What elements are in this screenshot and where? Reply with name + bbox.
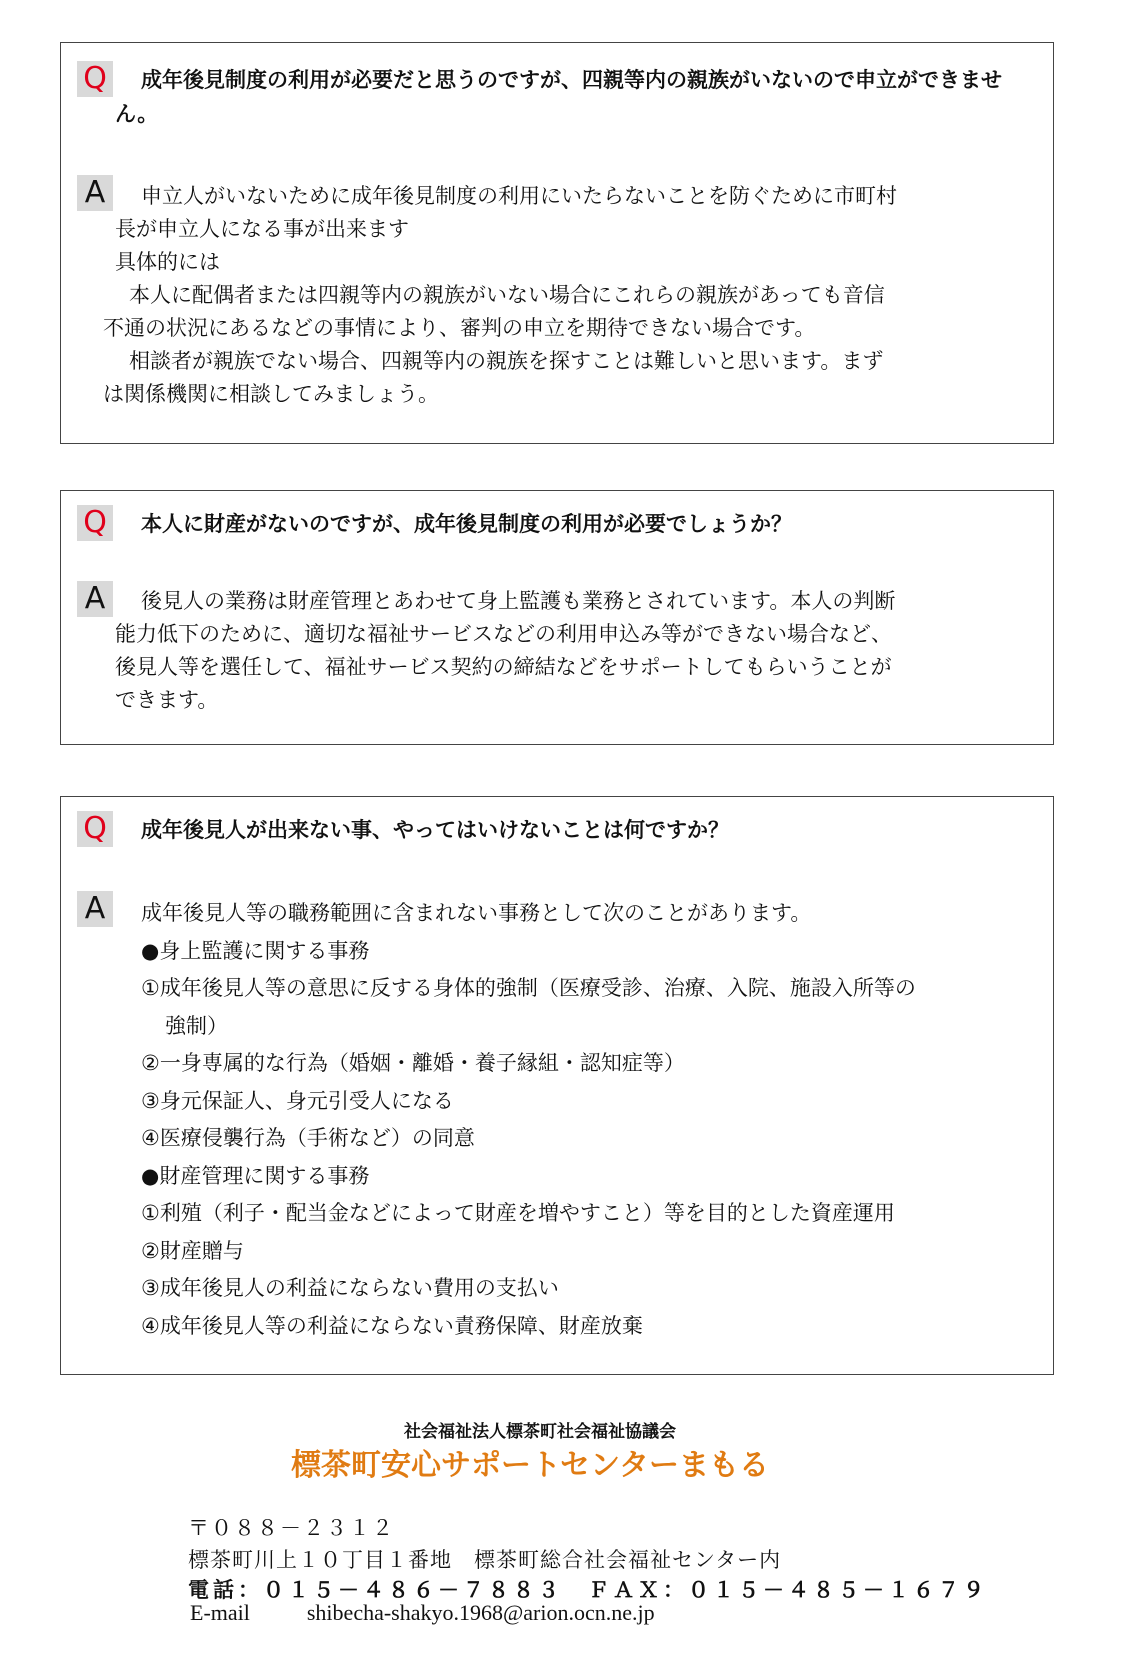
answer-2-line-4: できます。 <box>115 688 219 712</box>
answer-1-line-2: 長が申立人になる事が出来ます <box>115 217 409 241</box>
answer-3-line-10: ②財産贈与 <box>141 1238 244 1263</box>
answer-3-line-3: ①成年後見人等の意思に反する身体的強制（医療受診、治療、入院、施設入所等の <box>141 976 916 1000</box>
a-mark-icon: A <box>77 581 113 617</box>
answer-3-line-11: ③成年後見人の利益にならない費用の支払い <box>141 1276 559 1300</box>
email-address: shibecha-shakyo.1968@arion.ocn.ne.jp <box>306 1600 655 1625</box>
answer-1-line-7: は関係機関に相談してみましょう。 <box>103 382 439 406</box>
question-1: 成年後見制度の利用が必要だと思うのですが、四親等内の親族がいないので申立ができません。 <box>115 68 1002 126</box>
organization-name: 社会福祉法人標茶町社会福祉協議会 <box>404 1422 676 1442</box>
qa-box-2 <box>60 490 1054 745</box>
answer-2 <box>115 585 895 717</box>
answer-1-line-3: 具体的には <box>115 250 220 274</box>
email-row <box>190 1600 655 1626</box>
center-name: 標茶町安心サポートセンターまもる <box>291 1448 769 1483</box>
q-mark-icon: Q <box>77 505 113 541</box>
phone-fax: 電話：０１５－４８６－７８８３ ＦＡＸ：０１５－４８５－１６７９ <box>188 1578 988 1602</box>
a-mark-icon: A <box>77 891 113 927</box>
answer-3-line-9: ①利殖（利子・配当金などによって財産を増やすこと）等を目的とした資産運用 <box>141 1201 895 1225</box>
answer-3-line-8: ●財産管理に関する事務 <box>141 1163 370 1188</box>
email-label: E-mail <box>190 1600 250 1625</box>
answer-1-line-4: 本人に配偶者または四親等内の親族がいない場合にこれらの親族があっても音信 <box>129 283 885 307</box>
answer-3 <box>141 895 916 1345</box>
answer-2-line-1: 後見人の業務は財産管理とあわせて身上監護も業務とされています。本人の判断 <box>141 589 896 613</box>
answer-3-line-5: ②一身専属的な行為（婚姻・離婚・養子縁組・認知症等） <box>141 1051 685 1075</box>
qa-box-1 <box>60 42 1054 444</box>
postal-code: 〒０８８－２３１２ <box>188 1516 395 1540</box>
answer-1 <box>103 180 897 411</box>
answer-3-line-2: ●身上監護に関する事務 <box>141 938 370 963</box>
answer-2-line-2: 能力低下のために、適切な福祉サービスなどの利用申込み等ができない場合など、 <box>115 622 892 646</box>
answer-2-line-3: 後見人等を選任して、福祉サービス契約の締結などをサポートしてもらいうことが <box>115 655 892 679</box>
answer-3-line-6: ③身元保証人、身元引受人になる <box>141 1088 454 1113</box>
q-mark-icon: Q <box>77 61 113 97</box>
address: 標茶町川上１０丁目１番地 標茶町総合社会福祉センター内 <box>188 1548 782 1572</box>
answer-3-line-12: ④成年後見人等の利益にならない責務保障、財産放棄 <box>141 1313 643 1338</box>
a-mark-icon: A <box>77 175 113 211</box>
q-mark-icon: Q <box>77 811 113 847</box>
answer-3-line-7: ④医療侵襲行為（手術など）の同意 <box>141 1126 475 1150</box>
answer-3-line-1: 成年後見人等の職務範囲に含まれない事務として次のことがあります。 <box>141 901 812 925</box>
question-2: 本人に財産がないのですが、成年後見制度の利用が必要でしょうか？ <box>141 512 792 536</box>
answer-1-line-5: 不通の状況にあるなどの事情により、審判の申立を期待できない場合です。 <box>103 316 816 340</box>
answer-3-line-4: 強制） <box>165 1013 228 1038</box>
qa-box-3 <box>60 796 1054 1375</box>
answer-1-line-6: 相談者が親族でない場合、四親等内の親族を探すことは難しいと思います。まず <box>129 349 884 373</box>
answer-1-line-1: 申立人がいないために成年後見制度の利用にいたらないことを防ぐために市町村 <box>141 184 897 208</box>
question-3: 成年後見人が出来ない事、やってはいけないことは何ですか？ <box>141 818 729 842</box>
